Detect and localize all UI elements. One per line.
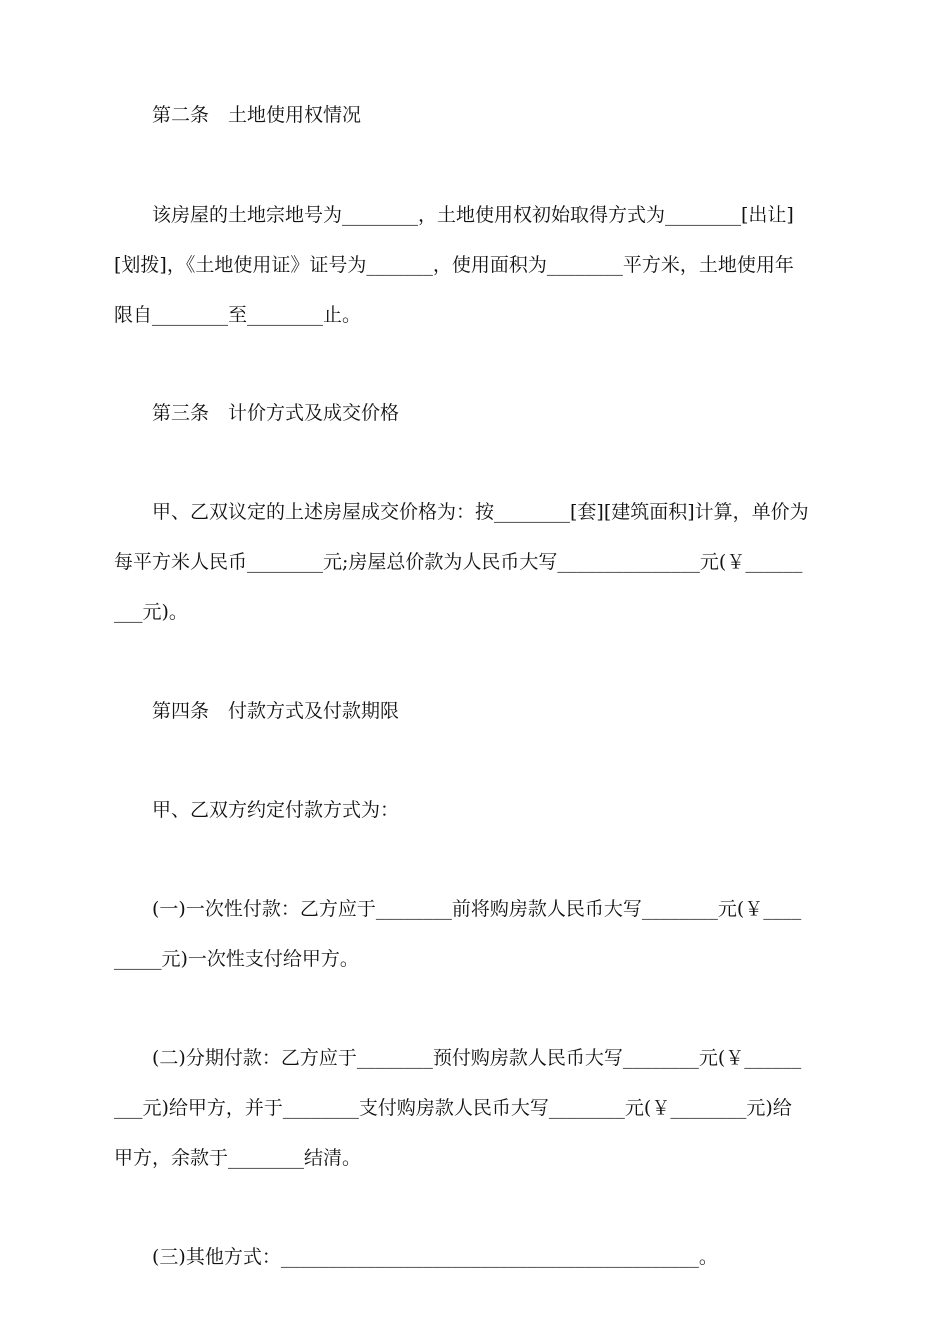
article-2-line-1: 该房屋的土地宗地号为________，土地使用权初始取得方式为________[出让] [152, 204, 794, 226]
option-2-line-3: 甲方，余款于________结清。 [114, 1147, 362, 1169]
article-4-heading: 第四条 付款方式及付款期限 [152, 700, 400, 722]
article-3-line-2: 每平方米人民币________元;房屋总价款为人民币大写_______________元(￥______ [114, 551, 803, 573]
option-3-line: (三)其他方式：____________________________________________。 [152, 1246, 718, 1268]
option-2-line-2: ___元)给甲方，并于________支付购房款人民币大写________元(￥________元)给 [114, 1097, 792, 1119]
option-1-line-1: (一)一次性付款：乙方应于________前将购房款人民币大写________元(￥____ [152, 898, 802, 920]
article-2-line-2: [划拨]，《土地使用证》证号为_______，使用面积为________平方米，土地使用年 [114, 254, 794, 276]
article-2-line-3: 限自________至________止。 [114, 304, 362, 326]
option-2-line-1: (二)分期付款：乙方应于________预付购房款人民币大写________元(￥______ [152, 1047, 802, 1069]
article-3-heading: 第三条 计价方式及成交价格 [152, 402, 400, 424]
article-3-line-3: ___元)。 [114, 601, 188, 623]
article-2-heading: 第二条 土地使用权情况 [152, 104, 362, 126]
option-1-line-2: _____元)一次性支付给甲方。 [114, 948, 359, 970]
article-3-line-1: 甲、乙双议定的上述房屋成交价格为：按________[套][建筑面积]计算，单价为 [152, 501, 809, 523]
article-4-intro: 甲、乙双方约定付款方式为： [152, 799, 400, 821]
